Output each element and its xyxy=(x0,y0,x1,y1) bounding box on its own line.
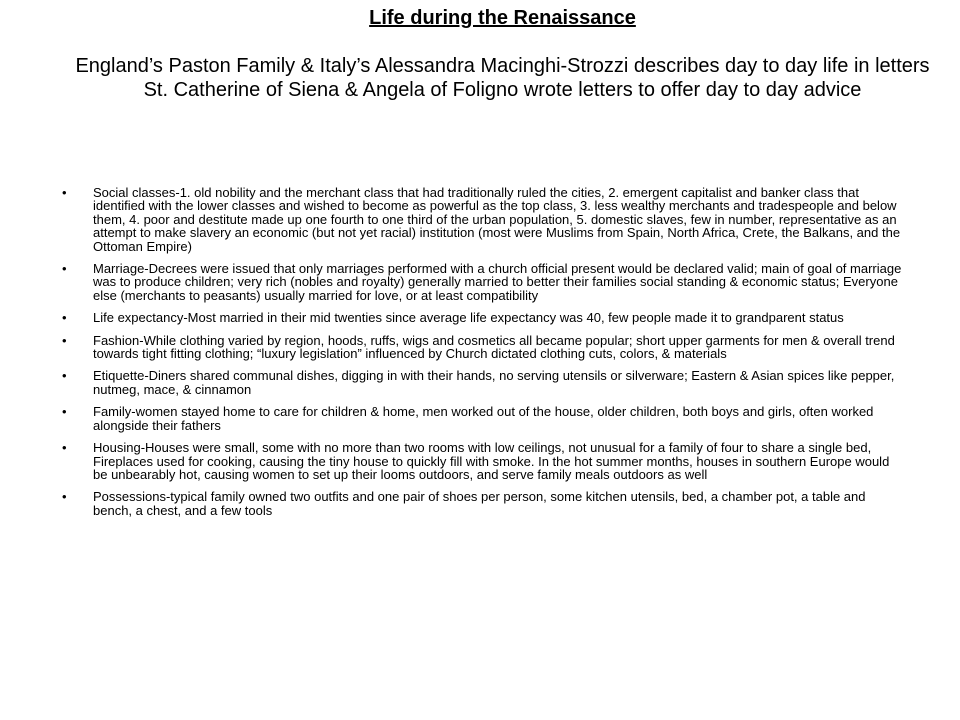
bullet-text: Family-women stayed home to care for children & home, men worked out of the house, older children, both boys and girls, often worked alongside their fathers xyxy=(93,404,874,433)
subtitle-line-2: St. Catherine of Siena & Angela of Foligno wrote letters to offer day to day advice xyxy=(143,79,862,101)
bullet-icon: • xyxy=(62,185,67,200)
bullet-item-life-expectancy xyxy=(62,311,907,324)
bullet-item-family xyxy=(62,405,907,432)
bullet-icon: • xyxy=(62,332,67,348)
slide-title: Life during the Renaissance xyxy=(369,7,636,29)
bullet-item-etiquette xyxy=(62,369,907,396)
bullet-item-housing xyxy=(62,441,907,481)
bullet-item-marriage xyxy=(62,262,907,302)
bullet-icon: • xyxy=(62,261,67,277)
bullet-text: Possessions-typical family owned two outfits and one pair of shoes per person, some kitchen utensils, bed, a chamber pot, a table and bench, a chest, and a few tools xyxy=(93,489,866,518)
bullet-text: Life expectancy-Most married in their mid twenties since average life expectancy was 40, few people made it to grandparent status xyxy=(93,310,844,326)
bullet-item-fashion xyxy=(62,334,907,361)
title-block xyxy=(60,6,945,102)
bullet-text: Fashion-While clothing varied by region, hoods, ruffs, wigs and cosmetics all became popular; short upper garments for men & overall trend towards tight fitting clothing; “luxury legislation” influenced by Church dictated clothing cuts, colors, & materials xyxy=(93,332,895,362)
bullet-text: Marriage-Decrees were issued that only marriages performed with a church official present would be declared valid; main of goal of marriage was to produce children; very rich (nobles and royalty) generally married to better their families social standing & economic status; Everyone else (merchants to peasants) usually married for love, or at least compatibility xyxy=(93,261,902,303)
bullet-list xyxy=(62,186,907,526)
bullet-icon: • xyxy=(62,489,67,505)
bullet-icon: • xyxy=(62,310,67,326)
bullet-item-possessions xyxy=(62,490,907,517)
bullet-text: Social classes-1. old nobility and the merchant class that had traditionally ruled the cities, 2. emergent capitalist and banker class that identified with the lower classes and wished to become as powerful as the top class, 3. less wealthy merchants and tradespeople and below them, 4. poor and destitute made up one fourth to one third of the urban population, 5. domestic slaves, few in number, representative as an attempt to make slavery an economic (but not yet racial) institution (most were Muslims from Spain, North Africa, Crete, the Balkans, and the Ottoman Empire) xyxy=(93,185,901,254)
bullet-icon: • xyxy=(62,368,67,384)
bullet-icon: • xyxy=(62,404,67,420)
bullet-item-social-classes xyxy=(62,186,907,253)
bullet-text: Housing-Houses were small, some with no more than two rooms with low ceilings, not unusual for a family of four to share a single bed, Fireplaces used for cooking, causing the tiny house to quickly fill with smoke. In the hot summer months, houses in southern Europe would be unbearably hot, causing women to set up their looms outdoors, and serve family meals outdoors as well xyxy=(93,440,890,482)
subtitle-line-1: England’s Paston Family & Italy’s Alessandra Macinghi-Strozzi describes day to day life in letters xyxy=(75,55,930,77)
bullet-text: Etiquette-Diners shared communal dishes, digging in with their hands, no serving utensils or silverware; Eastern & Asian spices like pepper, nutmeg, mace, & cinnamon xyxy=(93,368,895,397)
bullet-icon: • xyxy=(62,440,67,456)
